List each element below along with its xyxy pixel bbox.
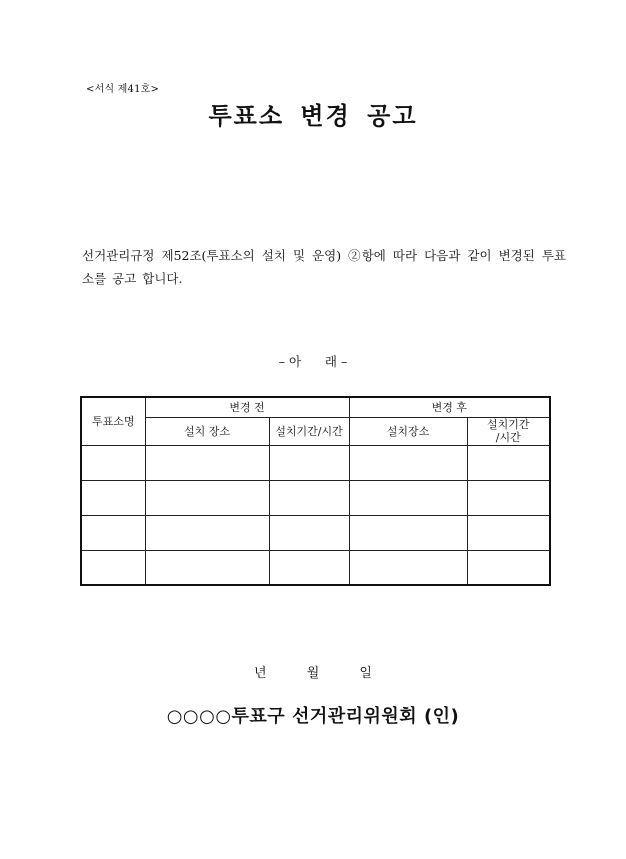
header-after-period-line2: /시간: [495, 431, 521, 444]
table-cell[interactable]: [467, 550, 550, 585]
table-cell[interactable]: [467, 515, 550, 550]
table-cell[interactable]: [269, 480, 349, 515]
form-number: <서식 제41호>: [86, 84, 160, 95]
table-cell[interactable]: [349, 515, 467, 550]
header-before-location: 설치 장소: [145, 417, 269, 445]
table-cell[interactable]: [145, 515, 269, 550]
page-title: 투표소 변경 공고: [208, 102, 418, 130]
table-subheader-row: [81, 417, 550, 445]
header-after-period: [467, 417, 550, 445]
table-cell[interactable]: [269, 515, 349, 550]
polling-station-change-table: [80, 396, 551, 586]
table-cell[interactable]: [269, 550, 349, 585]
table-cell[interactable]: [467, 445, 550, 480]
table-row: [81, 445, 550, 480]
table-cell[interactable]: [81, 445, 145, 480]
table-cell[interactable]: [145, 550, 269, 585]
notice-body-text: 선거관리규정 제52조(투표소의 설치 및 운영) ②항에 따라 다음과 같이 변경된 투표소를 공고 합니다.: [82, 248, 566, 286]
table-cell[interactable]: [145, 480, 269, 515]
header-before-change: 변경 전: [145, 397, 349, 417]
table-cell[interactable]: [81, 515, 145, 550]
section-heading: – 아 래 –: [278, 354, 348, 369]
header-after-location: 설치장소: [349, 417, 467, 445]
header-after-change: 변경 후: [349, 397, 550, 417]
table-cell[interactable]: [145, 445, 269, 480]
table-row: [81, 550, 550, 585]
table-cell[interactable]: [81, 550, 145, 585]
header-after-period-line1: 설치기간: [486, 418, 530, 431]
header-station-name: 투표소명: [81, 397, 145, 445]
table-cell[interactable]: [349, 480, 467, 515]
committee-signature: ○○○○투표구 선거관리위원회 (인): [166, 706, 460, 727]
table-cell[interactable]: [349, 550, 467, 585]
date-line: 년 월 일: [254, 666, 372, 681]
table-header-row: [81, 397, 550, 417]
table-cell[interactable]: [269, 445, 349, 480]
table-row: [81, 480, 550, 515]
header-before-period: 설치기간/시간: [269, 417, 349, 445]
table-cell[interactable]: [349, 445, 467, 480]
table-cell[interactable]: [467, 480, 550, 515]
table-cell[interactable]: [81, 480, 145, 515]
table-row: [81, 515, 550, 550]
